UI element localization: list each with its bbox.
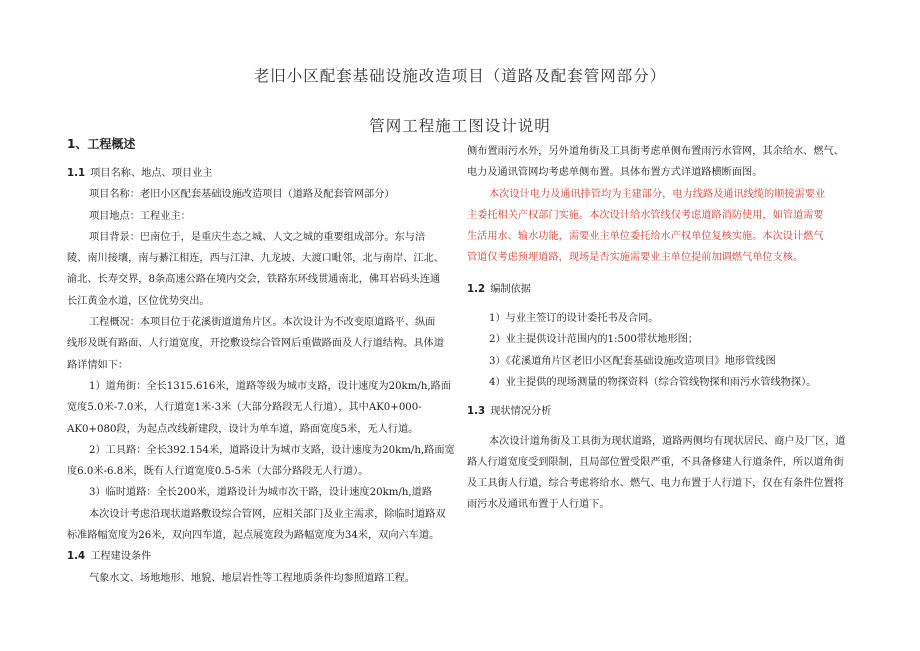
intro-line: 电力及通讯管网均考虑单侧布置。具体布置方式详道路横断面图。 (467, 167, 763, 179)
red-note-line: 生活用水、输水功能，需要业主单位委托给水产权单位复核实施。本次设计燃气 (467, 231, 824, 243)
basis-item: 3）《花溪道角片区老旧小区配套基础设施改造项目》地形管线图 (489, 355, 776, 367)
overview-line: 工程概况：本项目位于花溪街道道角片区。本次设计为不改变原道路平、纵面 (89, 317, 436, 329)
subsection-number: 1.1 (67, 168, 86, 179)
background-line: 渝北、长寿交界，8条高速公路在境内交会，铁路东环线贯通南北，佛耳岩码头连通 (67, 274, 441, 286)
road-line: 3）临时道路：全长200米，道路设计为城市次干路，设计速度20km/h,道路 (89, 487, 433, 499)
road-line: 宽度5.0米-7.0米，人行道宽1米-3米（大部分路段无人行道），其中AK0+000- (67, 402, 422, 414)
section-heading-overview: 1、工程概述 (67, 137, 136, 151)
left-column (67, 133, 457, 589)
background-line: 陵、南川接壤，南与綦江相连，西与江津、九龙坡、大渡口毗邻，北与南岸、江北、 (67, 253, 444, 265)
subsection-number: 1.3 (467, 406, 486, 418)
analysis-line: 路人行道宽度受到限制，且局部位置受限严重，不具备修建人行道条件，所以道角街 (467, 456, 844, 468)
right-column (467, 141, 855, 516)
analysis-line: 及工具街人行道，综合考虑将给水、燃气、电力布置于人行道下，仅在有条件位置将 (467, 478, 844, 490)
subsection-heading-1-2 (467, 279, 855, 300)
project-name-line: 项目名称：老旧小区配套基础设施改造项目（道路及配套管网部分） (89, 189, 395, 201)
subsection-number: 1.4 (67, 551, 86, 563)
document-title: 老旧小区配套基础设施改造项目（道路及配套管网部分） (253, 67, 667, 85)
intro-line: 侧布置雨污水外，另外道角街及工具街考虑单侧布置雨污水管网，其余给水、燃气、 (467, 146, 844, 157)
background-line: 项目背景：巴南位于，是重庆生态之城、人文之城的重要组成部分。东与涪 (89, 231, 426, 243)
road-line: 2）工具路：全长392.154米，道路设计为城市支路，设计速度为20km/h,路面宽 (89, 444, 455, 456)
basis-item: 4）业主提供的现场测量的物探资料（综合管线物探和雨污水管线物探）。 (489, 376, 817, 388)
subsection-title: 项目名称、地点、项目业主 (90, 168, 213, 179)
subsection-title: 现状情况分析 (490, 406, 552, 418)
road-line: 度6.0米-6.8米，既有人行道宽度0.5-5米（大部分路段无人行道）。 (67, 466, 369, 478)
red-note-line: 主委托相关产权部门实施。本次设计给水管线仅考虑道路消防使用，如管道需要 (467, 209, 824, 221)
background-line: 长江黄金水道，区位优势突出。 (67, 295, 210, 307)
red-note-line: 本次设计电力及通讯排管均为主建部分，电力线路及通讯线缆的顺接需要业 (489, 188, 826, 200)
overview-line: 路详情如下： (67, 359, 129, 371)
conditions-line: 气象水文、场地地形、地貌、地层岩性等工程地质条件均参照道路工程。 (89, 572, 415, 584)
subsection-title: 编制依据 (490, 283, 531, 295)
subsection-heading-1-1 (67, 163, 457, 184)
analysis-line: 雨污水及通讯布置于人行道下。 (467, 499, 610, 511)
overview-line: 线形及既有路面、人行道宽度，开挖敷设综合管网后重做路面及人行道结构。具体道 (67, 338, 444, 350)
document-subtitle: 管网工程施工图设计说明 (369, 117, 551, 135)
project-place-line: 项目地点：工程业主： (89, 210, 191, 222)
analysis-line: 本次设计道角街及工具街为现状道路，道路两侧均有现状居民、商户及厂区，道 (489, 435, 846, 447)
subsection-title: 工程建设条件 (90, 551, 152, 563)
road-line: AK0+080段，为起点改线新建段，设计为单车道，路面宽度5米，无人行道。 (67, 423, 419, 435)
road-line: 本次设计考虑沿现状道路敷设综合管网，应相关部门及业主需求，除临时道路双 (89, 508, 446, 520)
road-line: 1）道角街：全长1315.616米，道路等级为城市支路，设计速度为20km/h,路面 (89, 380, 451, 392)
subsection-number: 1.2 (467, 283, 486, 295)
basis-item: 1）与业主签订的设计委托书及合同。 (489, 313, 659, 325)
road-line: 标准路幅宽度为26米，双向四车道，起点展宽段为路幅宽度为34米，双向六车道。 (67, 530, 440, 542)
subsection-heading-1-4 (67, 546, 457, 567)
basis-item: 2）业主提供设计范围内的1:500带状地形图； (489, 334, 699, 346)
red-note-line: 管道仅考虑预埋道路，现场是否实施需要业主单位提前加调燃气单位支核。 (467, 252, 804, 264)
subsection-heading-1-3 (467, 401, 855, 422)
